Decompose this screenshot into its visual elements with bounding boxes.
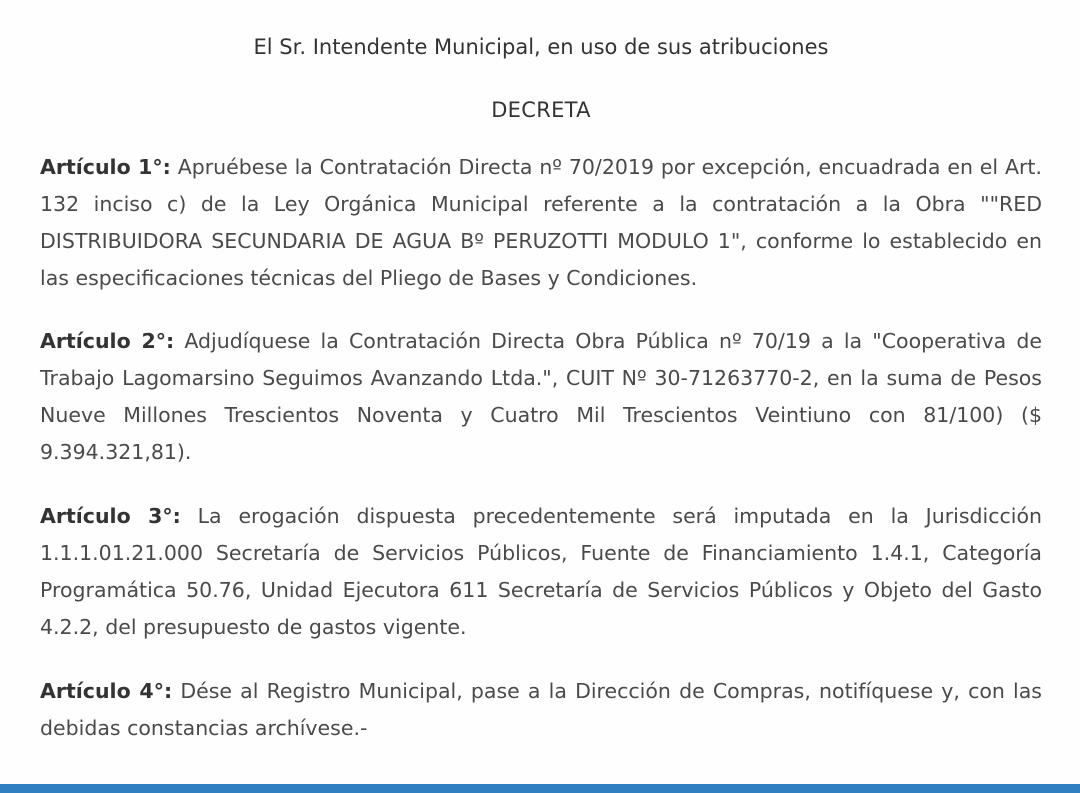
- article-2-label: Artículo 2°:: [40, 329, 175, 353]
- article-4-text: Dése al Registro Municipal, pase a la Dirección de Compras, notifíquese y, con las debidas constancias archívese.-: [40, 679, 1042, 740]
- article-2-text: Adjudíquese la Contratación Directa Obra Pública nº 70/19 a la "Cooperativa de Trabajo Lagomarsino Seguimos Avanzando Ltda.", CUIT Nº 30-71263770-2, en la suma de Pesos Nueve Millones Trescientos Noventa y Cuatro Mil Trescientos Veintiuno con 81/100) ($ 9.394.321,81).: [40, 329, 1042, 464]
- article-1: [40, 149, 1042, 297]
- article-3: [40, 498, 1042, 646]
- decree-document: [40, 0, 1042, 747]
- bottom-accent-bar: [0, 784, 1080, 793]
- article-4-label: Artículo 4°:: [40, 679, 173, 703]
- decree-heading: DECRETA: [491, 98, 591, 122]
- article-2: [40, 323, 1042, 471]
- article-4: [40, 673, 1042, 747]
- preamble-text: El Sr. Intendente Municipal, en uso de sus atribuciones: [253, 35, 829, 59]
- article-1-text: Apruébese la Contratación Directa nº 70/2019 por excepción, encuadrada en el Art. 132 inciso c) de la Ley Orgánica Municipal referente a la contratación a la Obra ""RED DISTRIBUIDORA SECUNDARIA DE AGUA Bº PERUZOTTI MODULO 1", conforme lo establecido en las especificaciones técnicas del Pliego de Bases y Condiciones.: [40, 155, 1042, 290]
- article-3-text: La erogación dispuesta precedentemente será imputada en la Jurisdicción 1.1.1.01.21.000 Secretaría de Servicios Públicos, Fuente de Financiamiento 1.4.1, Categoría Programática 50.76, Unidad Ejecutora 611 Secretaría de Servicios Públicos y Objeto del Gasto 4.2.2, del presupuesto de gastos vigente.: [40, 504, 1042, 639]
- article-1-label: Artículo 1°:: [40, 155, 171, 179]
- article-3-label: Artículo 3°:: [40, 504, 181, 528]
